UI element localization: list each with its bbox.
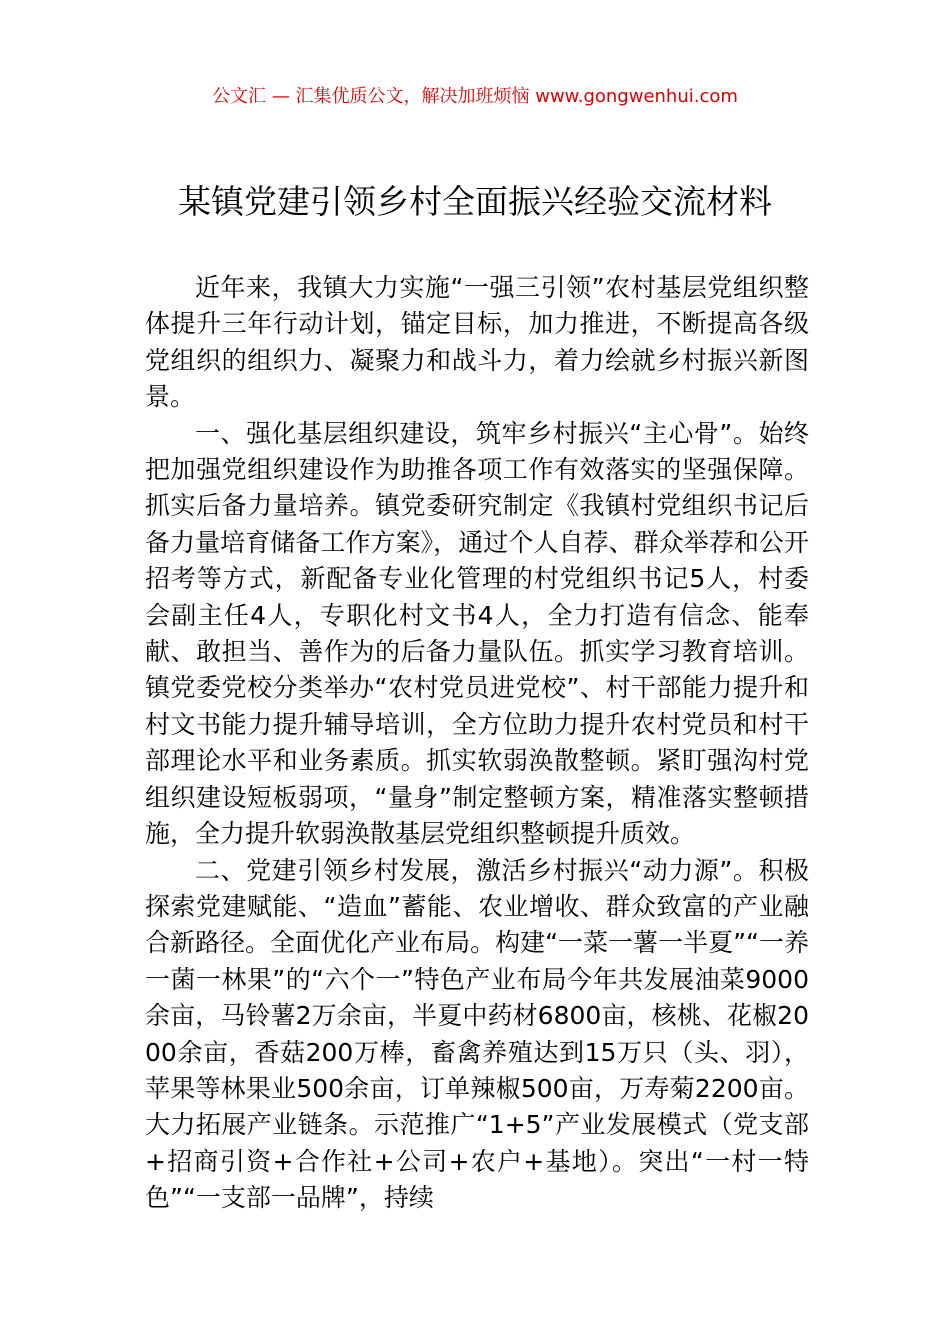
document-title: 某镇党建引领乡村全面振兴经验交流材料 (178, 182, 772, 221)
document-body (145, 270, 809, 1217)
paragraph-section-one: 一、强化基层组织建设，筑牢乡村振兴“主心骨”。始终把加强党组织建设作为助推各项工作有效落实的坚强保障。抓实后备力量培养。镇党委研究制定《我镇村党组织书记后备力量培育储备工作方案》，通过个人自荐、群众举荐和公开招考等方式，新配备专业化管理的村党组织书记5人，村委会副主任4人，专职化村文书4人，全力打造有信念、能奉献、敢担当、善作为的后备力量队伍。抓实学习教育培训。镇党委党校分类举办“农村党员进党校”、村干部能力提升和村文书能力提升辅导培训，全方位助力提升农村党员和村干部理论水平和业务素质。抓实软弱涣散整顿。紧盯强沟村党组织建设短板弱项，“量身”制定整顿方案，精准落实整顿措施，全力提升软弱涣散基层党组织整顿提升质效。 (145, 418, 809, 849)
paragraph-section-two: 二、党建引领乡村发展，激活乡村振兴“动力源”。积极探索党建赋能、“造血”蓄能、农业增收、群众致富的产业融合新路径。全面优化产业布局。构建“一菜一薯一半夏”“一养一菌一林果”的“六个一”特色产业布局今年共发展油菜9000余亩，马铃薯2万余亩，半夏中药材6800亩，核桃、花椒2000余亩，香菇200万棒，畜禽养殖达到15万只（头、羽），苹果等林果业500余亩，订单辣椒500亩，万寿菊2200亩。大力拓展产业链条。示范推广“1+5”产业发展模式（党支部+招商引资+合作社+公司+农户+基地）。突出“一村一特色”“一支部一品牌”，持续 (145, 855, 809, 1213)
header-banner: 公文汇 — 汇集优质公文，解决加班烦恼 www.gongwenhui.com (212, 86, 738, 107)
paragraph-intro: 近年来，我镇大力实施“一强三引领”农村基层党组织整体提升三年行动计划，锚定目标，加力推进，不断提高各级党组织的组织力、凝聚力和战斗力，着力绘就乡村振兴新图景。 (145, 273, 809, 412)
